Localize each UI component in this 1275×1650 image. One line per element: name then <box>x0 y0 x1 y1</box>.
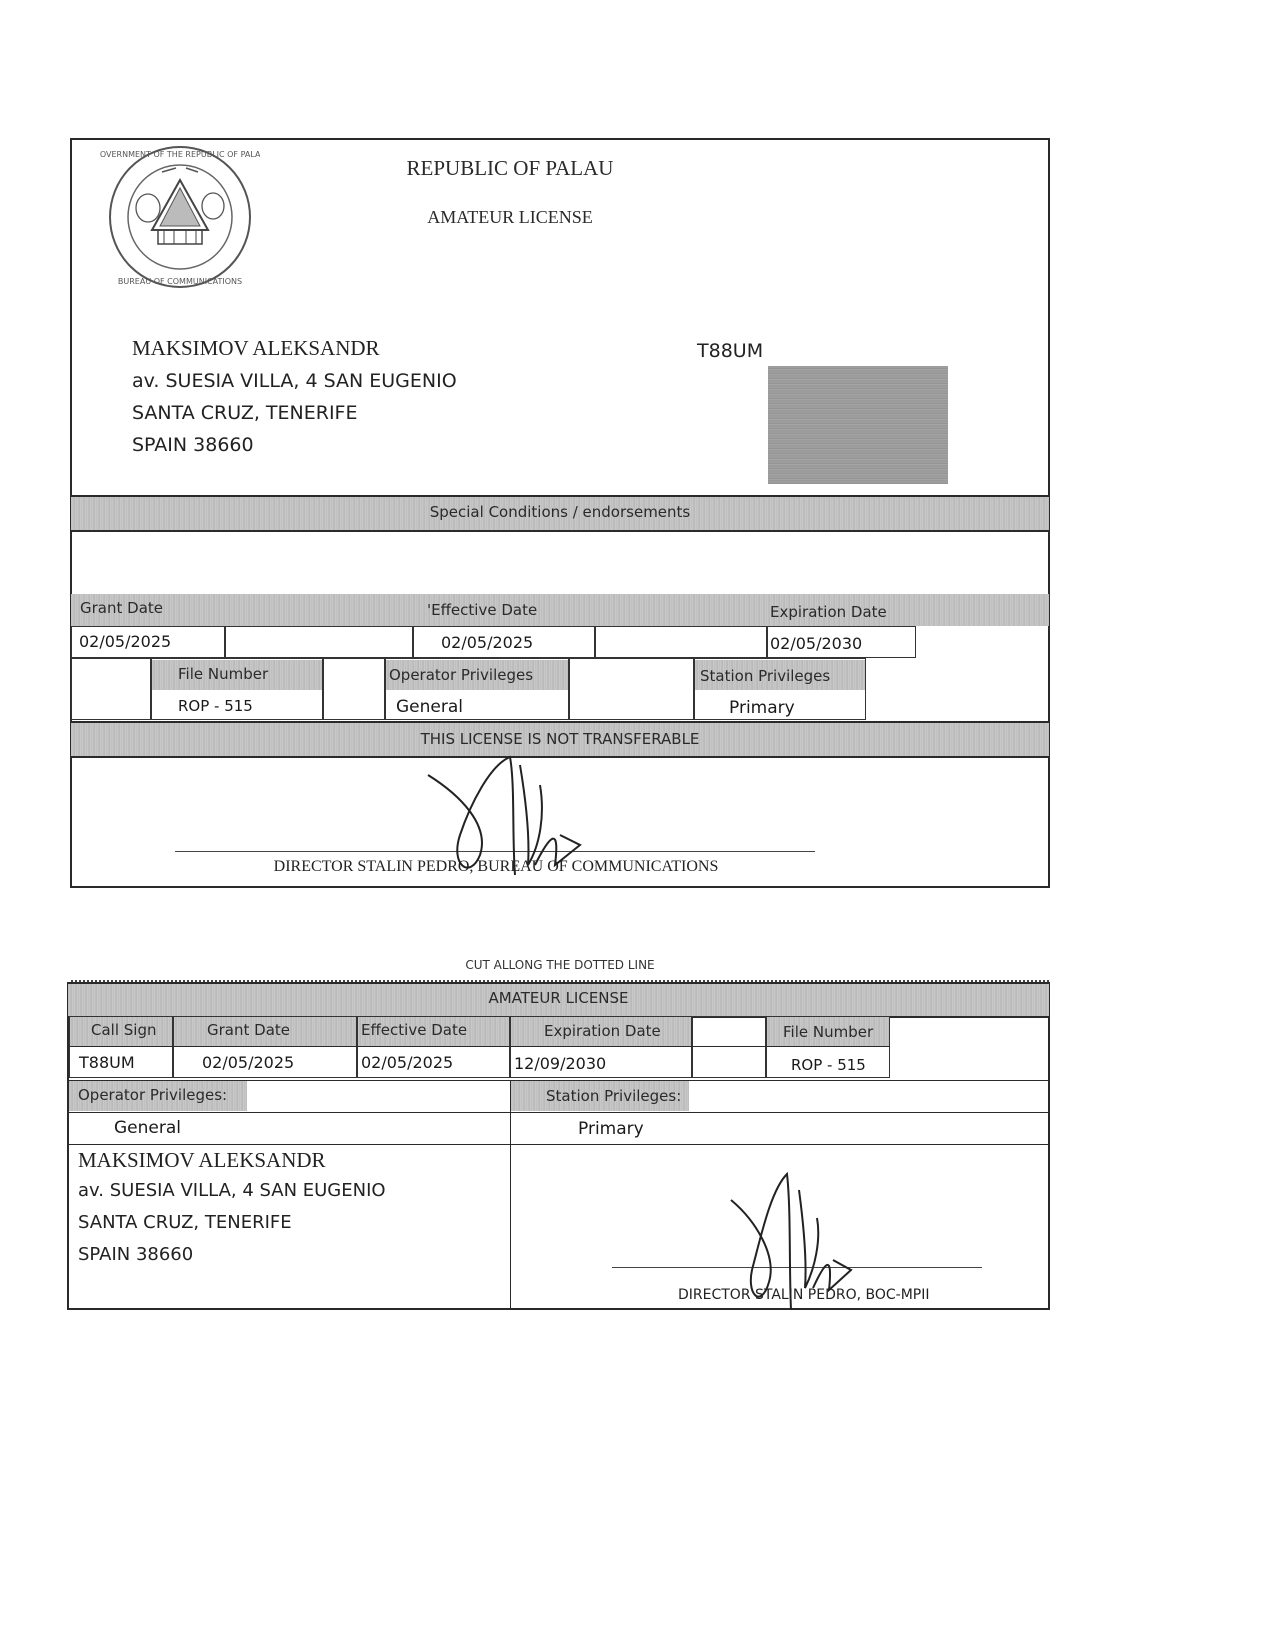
card-station-label: Station Privileges: <box>546 1087 682 1105</box>
operator-privileges-value: General <box>396 697 463 717</box>
card-expiration-value: 12/09/2030 <box>514 1054 607 1073</box>
card-effective-value: 02/05/2025 <box>361 1053 454 1072</box>
licensee-address-line1: av. SUESIA VILLA, 4 SAN EUGENIO <box>132 370 457 392</box>
card-column-divider <box>510 1080 511 1310</box>
card-grant-label: Grant Date <box>207 1021 290 1039</box>
blank-cell <box>595 626 767 658</box>
svg-text:BUREAU OF COMMUNICATIONS: BUREAU OF COMMUNICATIONS <box>117 277 243 286</box>
call-sign: T88UM <box>697 340 764 362</box>
card-address-line1: av. SUESIA VILLA, 4 SAN EUGENIO <box>78 1180 386 1201</box>
divider <box>71 721 1049 723</box>
card-effective-label: Effective Date <box>361 1021 468 1039</box>
card-address-line3: SPAIN 38660 <box>78 1244 194 1265</box>
card-operator-value: General <box>114 1118 181 1138</box>
svg-text:GOVERNMENT OF THE REPUBLIC OF: GOVERNMENT OF THE REPUBLIC OF PALAU <box>100 150 260 159</box>
card-call-sign-label: Call Sign <box>91 1021 157 1039</box>
divider <box>68 1112 1049 1113</box>
transfer-notice: THIS LICENSE IS NOT TRANSFERABLE <box>420 730 700 748</box>
blank-cell <box>569 658 694 720</box>
operator-privileges-label: Operator Privileges <box>389 666 534 684</box>
divider <box>71 530 1049 532</box>
special-conditions-label: Special Conditions / endorsements <box>429 503 691 521</box>
card-file-number-label: File Number <box>783 1023 874 1041</box>
dates-band <box>71 594 1049 626</box>
signature-caption: DIRECTOR STALIN PEDRO, BUREAU OF COMMUNICATIONS <box>273 858 719 875</box>
card-expiration-label: Expiration Date <box>544 1022 661 1040</box>
document-title: REPUBLIC OF PALAU <box>406 156 614 180</box>
licensee-photo <box>768 366 948 484</box>
file-number-label: File Number <box>178 665 269 683</box>
document-subtitle: AMATEUR LICENSE <box>427 207 593 227</box>
card-station-value: Primary <box>578 1119 644 1139</box>
card-file-number-value: ROP - 515 <box>791 1056 866 1074</box>
card-call-sign-value: T88UM <box>79 1053 135 1072</box>
blank-cell <box>323 658 385 720</box>
station-privileges-label: Station Privileges <box>700 667 831 685</box>
card-grant-value: 02/05/2025 <box>202 1053 295 1072</box>
effective-date-value: 02/05/2025 <box>441 633 534 652</box>
card-operator-label: Operator Privileges: <box>78 1086 228 1104</box>
file-number-value: ROP - 515 <box>178 697 253 715</box>
licensee-name: MAKSIMOV ALEKSANDR <box>132 336 380 360</box>
cut-line-label: CUT ALLONG THE DOTTED LINE <box>465 958 655 972</box>
blank-cell <box>71 658 151 720</box>
divider <box>71 495 1049 497</box>
seal-icon <box>100 142 260 292</box>
card-licensee-name: MAKSIMOV ALEKSANDR <box>78 1148 326 1172</box>
licensee-address-line3: SPAIN 38660 <box>132 434 254 456</box>
divider <box>68 1144 1049 1145</box>
blank-cell <box>225 626 413 658</box>
effective-date-label: 'Effective Date <box>427 601 538 619</box>
station-privileges-value: Primary <box>729 698 795 718</box>
grant-date-value: 02/05/2025 <box>79 632 172 651</box>
expiration-date-label: Expiration Date <box>770 603 887 621</box>
expiration-date-value: 02/05/2030 <box>770 634 863 653</box>
licensee-address-line2: SANTA CRUZ, TENERIFE <box>132 402 358 424</box>
blank-cell <box>692 1016 766 1078</box>
divider <box>68 1080 1049 1081</box>
card-title: AMATEUR LICENSE <box>488 989 629 1007</box>
grant-date-label: Grant Date <box>80 599 163 617</box>
card-address-line2: SANTA CRUZ, TENERIFE <box>78 1212 292 1233</box>
divider <box>69 1046 890 1047</box>
card-signature-caption: DIRECTOR STALIN PEDRO, BOC-MPII <box>678 1287 930 1303</box>
palau-seal <box>100 142 260 292</box>
